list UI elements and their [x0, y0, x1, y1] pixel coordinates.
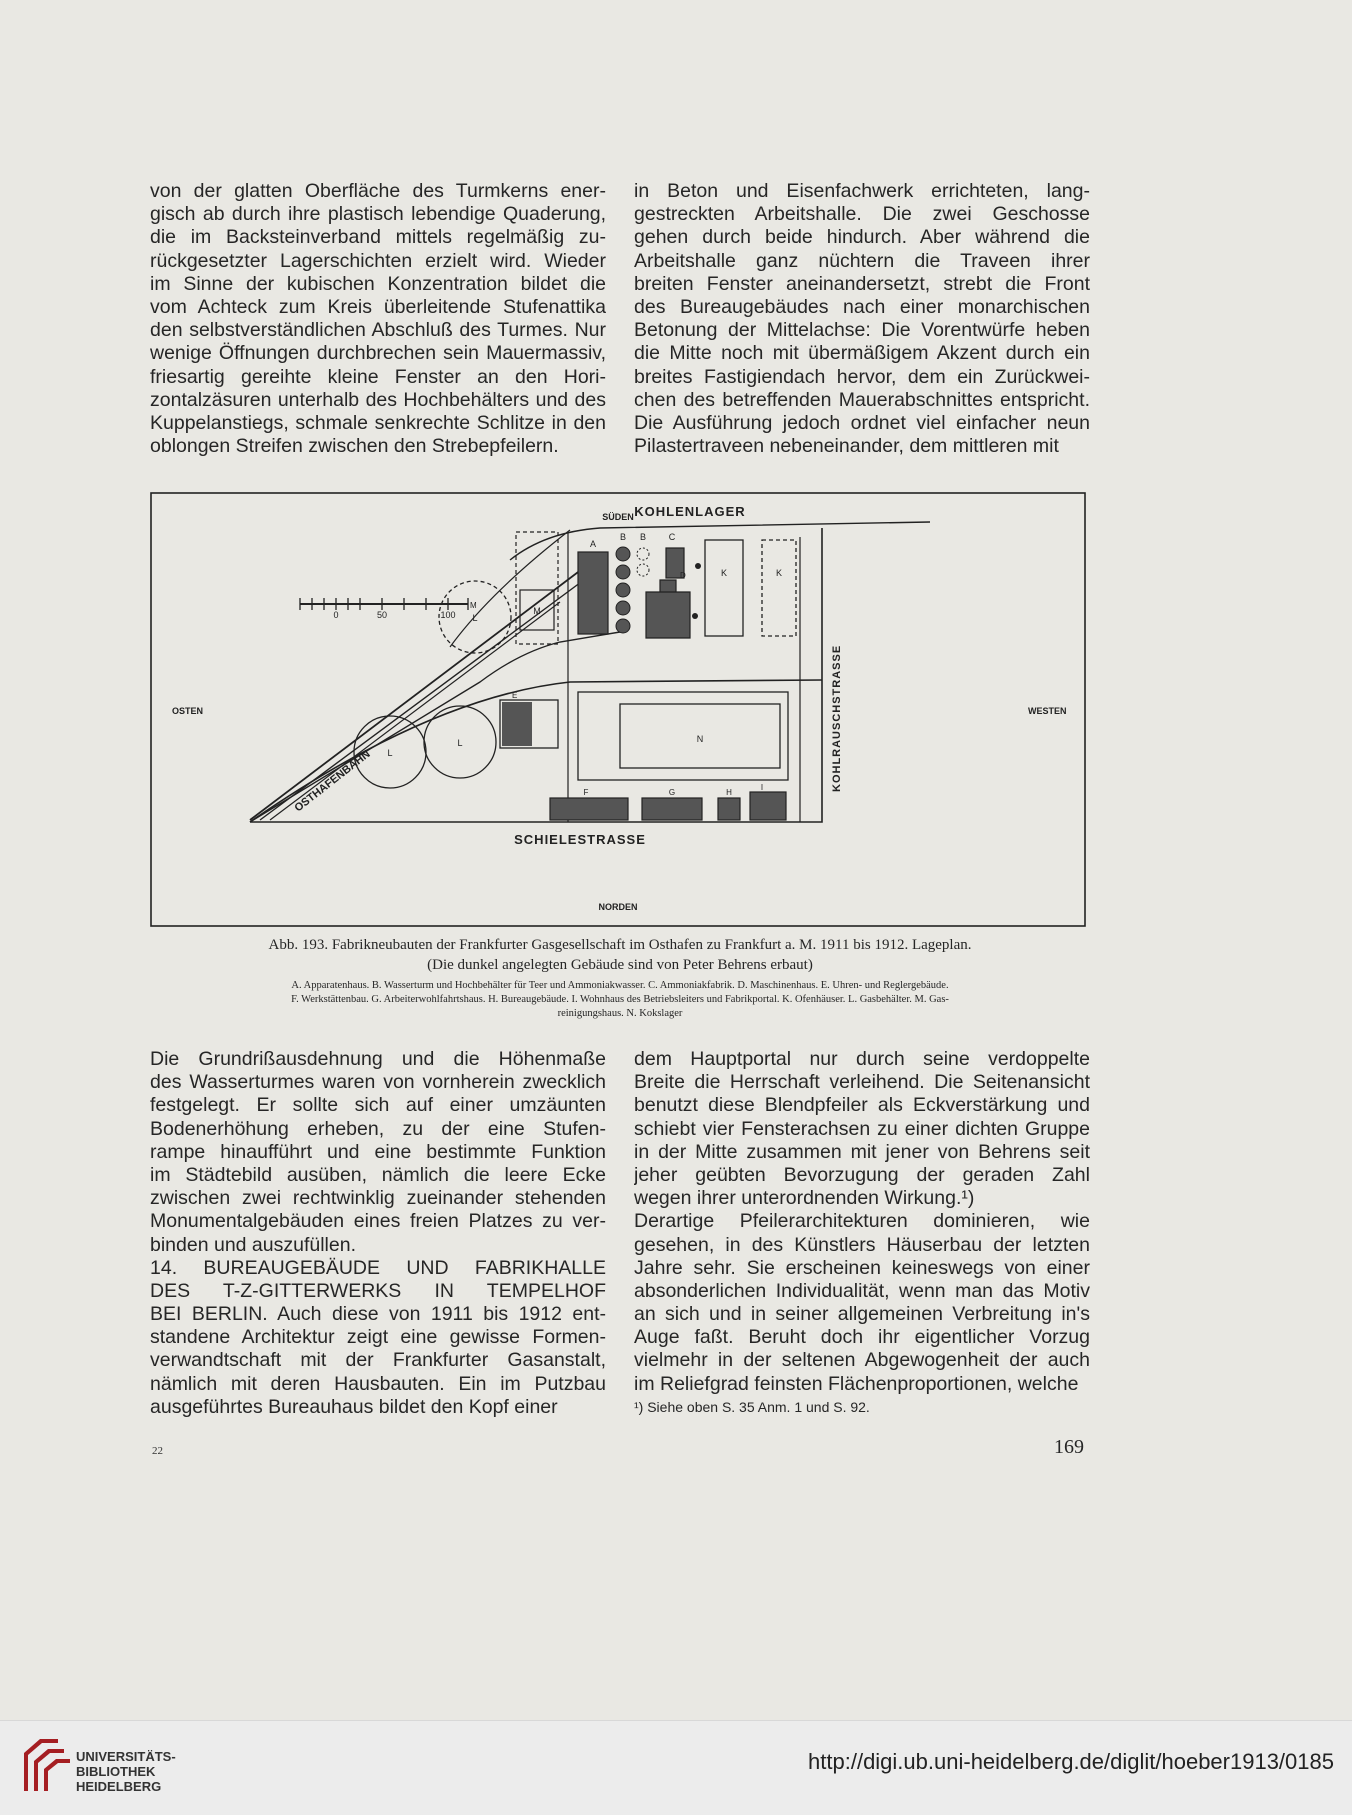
svg-text:E: E	[512, 691, 518, 700]
text-line: ausgeführtes Bureauhaus bildet den Kopf einer	[150, 1395, 558, 1418]
text-line: breiten Fenster aneinandersetzt, strebt die Front	[634, 272, 1090, 295]
svg-text:D: D	[680, 571, 686, 580]
text-line: rampe hinaufführt und eine bestimmte Funktion	[150, 1140, 606, 1163]
library-logo-icon[interactable]	[18, 1733, 76, 1797]
text-line: friesartig gereihte kleine Fenster an den Hori-	[150, 365, 606, 388]
text-line: binden und auszufüllen.	[150, 1233, 356, 1256]
svg-text:I: I	[760, 783, 764, 792]
text-line: Betonung der Mittelachse: Die Vorentwürfe heben	[634, 319, 1090, 342]
area-N	[578, 692, 788, 780]
svg-text:A: A	[589, 539, 597, 549]
text-line: den selbstverständlichen Abschluß des Turmes. Nur	[150, 319, 606, 342]
label-westen: WESTEN	[1028, 706, 1067, 716]
building-B	[616, 532, 649, 633]
text-line: gehen durch beide hindurch. Aber während die	[634, 226, 1090, 249]
text-line: Derartige Pfeilerarchitekturen dominieren, wie	[634, 1210, 1090, 1233]
svg-text:C: C	[668, 532, 676, 542]
svg-text:H: H	[726, 788, 732, 797]
building-K1	[705, 540, 743, 636]
label-kohlrauschstrasse: KOHLRAUSCHSTRASSE	[831, 644, 843, 792]
text-line: Arbeitshalle ganz nüchtern die Traveen ihrer	[634, 249, 1090, 272]
building-D	[646, 580, 690, 638]
svg-text:B: B	[639, 532, 647, 542]
text-line: Die Grundrißausdehnung und die Höhenmaße	[150, 1048, 606, 1070]
scale-0: 0	[333, 610, 339, 620]
svg-text:L: L	[387, 748, 393, 758]
label-osten: OSTEN	[172, 706, 204, 716]
text-line: nämlich mit deren Hausbauten. Ein im Putzbau	[150, 1372, 606, 1395]
figure-legend-1: A. Apparatenhaus. B. Wasserturm und Hochbehälter für Teer und Ammoniakwasser. C. Ammoniakfabrik. D. Maschinenhaus. E. Uhren- und Reglergebäude.	[291, 980, 949, 991]
text-line: die Mitte noch mit übermäßigem Akzent durch ein	[634, 342, 1090, 365]
building-M	[516, 532, 558, 644]
text-line: Die Ausführung jedoch ordnet viel einfacher neun	[634, 411, 1090, 434]
printer-signature: 22	[152, 1445, 163, 1457]
building-K2	[762, 540, 796, 636]
text-line: zwischen zwei rechtwinklig zueinander stehenden	[150, 1187, 606, 1210]
label-norden: NORDEN	[598, 902, 638, 912]
column-left-top	[150, 180, 606, 458]
text-line: zontalzäsuren unterhalb des Hochbehälters und des	[150, 388, 606, 411]
text-line: standene Architektur zeigt eine gewisse Formen-	[150, 1326, 606, 1349]
scale-100: 100	[440, 610, 456, 620]
text-line: festgelegt. Er sollte sich auf einer umzäunten	[150, 1094, 606, 1117]
label-schielestrasse: SCHIELESTRASSE	[514, 832, 646, 847]
text-line: chen des betreffenden Mauerabschnittes entspricht.	[634, 388, 1090, 411]
svg-text:N: N	[696, 734, 704, 744]
text-line: des Wasserturmes waren von vornherein zwecklich	[150, 1071, 606, 1094]
text-line: im Reliefgrad feinsten Flächenproportionen, welche	[634, 1372, 1079, 1395]
text-line: von der glatten Oberfläche des Turmkerns ener-	[150, 180, 606, 202]
text-line: wegen ihrer unterordnenden Wirkung.¹)	[634, 1187, 975, 1210]
text-line: vielmehr in der seltenen Abgewogenheit der auch	[634, 1349, 1090, 1372]
page-number: 169	[1054, 1436, 1084, 1458]
text-line: dem Hauptportal nur durch seine verdoppelte	[634, 1048, 1090, 1070]
column-right-bottom	[634, 1048, 1090, 1396]
library-name[interactable]: UNIVERSITÄTS- BIBLIOTHEK HEIDELBERG	[76, 1749, 176, 1794]
viewer-footer	[0, 1720, 1352, 1815]
figure-caption: Abb. 193. Fabrikneubauten der Frankfurter Gasgesellschaft im Osthafen zu Frankfurt a. M. 1911 bis 1912. Lageplan.	[268, 937, 972, 953]
text-line: 14. BUREAUGEBÄUDE UND FABRIKHALLE	[150, 1256, 606, 1279]
building-F	[550, 798, 628, 820]
text-line: in der Mitte zusammen mit jener von Behrens seit	[634, 1140, 1090, 1163]
building-A	[578, 552, 608, 634]
text-line: Monumentalgebäuden eines freien Platzes zu ver-	[150, 1210, 606, 1233]
column-right-top	[634, 180, 1090, 458]
label-kohlenlager: KOHLENLAGER	[634, 504, 746, 519]
svg-text:K: K	[720, 568, 728, 578]
scale-bar	[300, 598, 477, 620]
text-line: gestreckten Arbeitshalle. Die zwei Geschosse	[634, 203, 1090, 226]
text-line: wenige Öffnungen durchbrechen sein Mauermassiv,	[150, 342, 606, 365]
text-line: benutzt diese Blendpfeiler als Eckverstärkung und	[634, 1094, 1090, 1117]
text-line: vom Achteck zum Kreis überleitende Stufenattika	[150, 295, 606, 318]
svg-text:F: F	[583, 788, 589, 797]
text-line: die im Backsteinverband mittels regelmäßig zu-	[150, 226, 606, 249]
text-line: des Bureaugebäudes nach einer monarchischen	[634, 295, 1090, 318]
label-osthafenbahn: OSTHAFENBAHN	[292, 748, 373, 815]
text-line: breites Fastigiendach hervor, dem ein Zurückwei-	[634, 365, 1090, 388]
site-plan-figure	[150, 492, 1086, 927]
text-line: im Städtebild ausüben, nämlich die leere Ecke	[150, 1163, 606, 1186]
text-line: absonderlichen Individualität, wenn man das Motiv	[634, 1279, 1090, 1302]
permalink-url[interactable]: http://digi.ub.uni-heidelberg.de/diglit/hoeber1913/0185	[808, 1749, 1334, 1774]
footnote: ¹) Siehe oben S. 35 Anm. 1 und S. 92.	[634, 1399, 870, 1415]
figure-legend-2: F. Werkstättenbau. G. Arbeiterwohlfahrtshaus. H. Bureaugebäude. I. Wohnhaus des Betriebsleiters und Fabrikportal. K. Ofenhäuser. L. Gasbehälter. M. Gas-	[291, 994, 949, 1005]
text-line: jeher geübten Bevorzugung der geraden Zahl	[634, 1163, 1090, 1186]
figure-legend-3: reinigungshaus. N. Kokslager	[557, 1008, 683, 1019]
text-line: in Beton und Eisenfachwerk errichteten, lang-	[634, 180, 1090, 202]
label-sueden: SÜDEN	[602, 512, 634, 522]
text-line: verwandtschaft mit der Frankfurter Gasanstalt,	[150, 1349, 606, 1372]
building-I	[750, 792, 786, 820]
text-line: Kuppelanstiegs, schmale senkrechte Schlitze in den	[150, 411, 606, 434]
text-line: Jahre sehr. Sie erscheinen keineswegs von einer	[634, 1256, 1090, 1279]
scale-unit: M	[470, 601, 477, 610]
text-line: gisch ab durch ihre plastisch lebendige Quaderung,	[150, 203, 606, 226]
text-line: oblongen Streifen zwischen den Strebepfeilern.	[150, 435, 559, 458]
text-line: an sich und in seiner allgemeinen Verbreitung in's	[634, 1303, 1090, 1326]
text-line: Breite die Herrschaft verleihend. Die Seitenansicht	[634, 1071, 1090, 1094]
svg-text:L: L	[472, 613, 478, 623]
text-line: schiebt vier Fensterachsen zu einer dichten Gruppe	[634, 1117, 1090, 1140]
figure-caption-note: (Die dunkel angelegten Gebäude sind von Peter Behrens erbaut)	[427, 957, 813, 973]
text-line: gesehen, in des Künstlers Häuserbau der letzten	[634, 1233, 1090, 1256]
text-line: im Sinne der kubischen Konzentration bildet die	[150, 272, 606, 295]
text-line: Auge faßt. Beruht doch ihr eigentlicher Vorzug	[634, 1326, 1090, 1349]
svg-text:B: B	[619, 532, 627, 542]
text-line: Pilastertraveen nebeneinander, dem mittleren mit	[634, 435, 1059, 458]
text-line: DES T-Z-GITTERWERKS IN TEMPELHOF	[150, 1279, 606, 1302]
text-line: Bodenerhöhung erheben, zu der eine Stufen-	[150, 1117, 606, 1140]
building-G	[642, 798, 702, 820]
text-line: BEI BERLIN. Auch diese von 1911 bis 1912 ent-	[150, 1303, 606, 1326]
svg-text:M: M	[533, 606, 541, 616]
svg-text:G: G	[668, 788, 676, 797]
svg-text:K: K	[775, 568, 783, 578]
svg-text:L: L	[457, 738, 463, 748]
scale-50: 50	[376, 610, 388, 620]
column-left-bottom	[150, 1048, 606, 1419]
text-line: rückgesetzter Lagerschichten erzielt wird. Wieder	[150, 249, 606, 272]
building-H	[718, 798, 740, 820]
